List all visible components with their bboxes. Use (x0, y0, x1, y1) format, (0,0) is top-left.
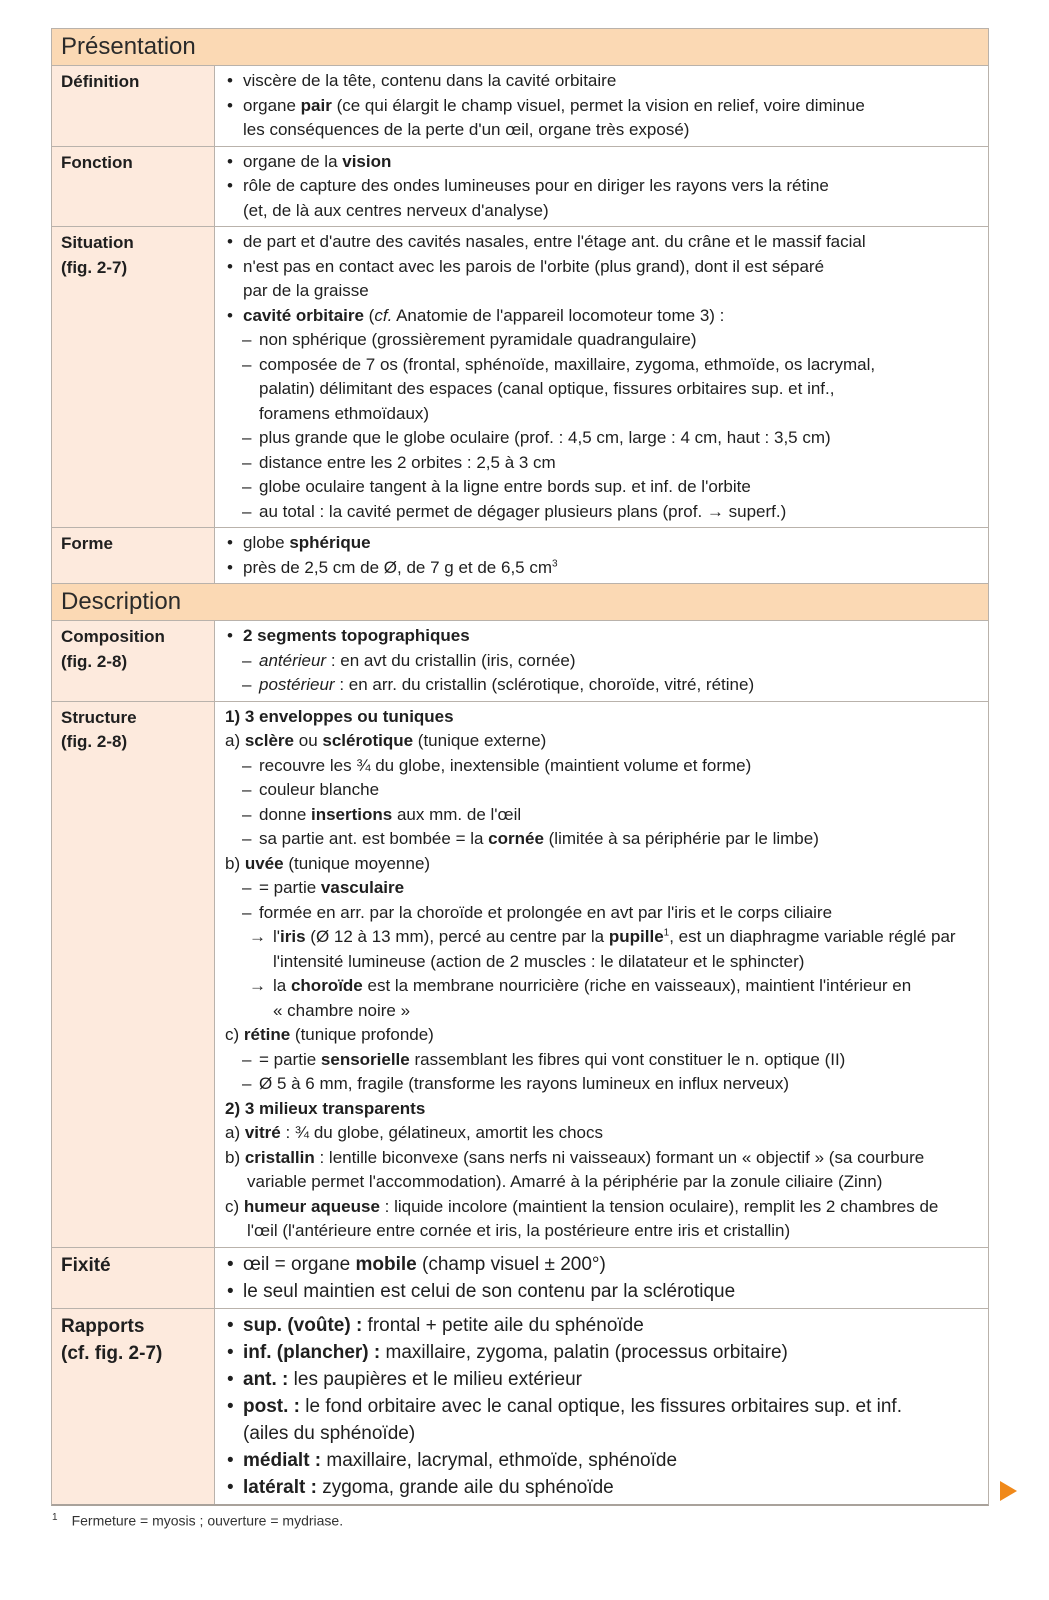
text-run: c) (225, 1196, 244, 1216)
text-run: cristallin (244, 1147, 315, 1167)
content-line (225, 1195, 978, 1220)
text-run: est la membrane nourricière (riche en vaisseaux), maintient l'intérieur en (362, 976, 912, 995)
content-line (225, 1251, 978, 1278)
content-line (225, 1121, 978, 1146)
text-run: vasculaire (320, 878, 405, 897)
content-line (225, 531, 978, 556)
text-run: les conséquences de la perte d'un œil, organe très exposé) (243, 120, 690, 139)
row-label-line: Rapports (61, 1315, 145, 1337)
row-label-line: Composition (61, 627, 165, 646)
content-line (225, 1146, 978, 1171)
content-line (225, 426, 978, 451)
footnote-ref: 3 (552, 557, 558, 569)
content-line (225, 304, 978, 329)
text-run: organe de la (243, 151, 343, 171)
text-run: : en avt du cristallin (iris, cornée) (326, 650, 576, 670)
content-line (225, 475, 978, 500)
row-content (215, 702, 988, 1247)
text-run: Anatomie de l'appareil locomoteur tome 3) : (392, 305, 725, 325)
footnote (52, 1512, 343, 1529)
row-label (52, 66, 215, 146)
text-run: par de la graisse (243, 281, 369, 300)
content-line (225, 999, 978, 1024)
text-run: rassemblant les fibres qui vont constituer le n. optique (II) (409, 1049, 846, 1069)
content-line (225, 1420, 978, 1447)
row-content (215, 227, 988, 527)
text-run: antérieur (259, 650, 327, 670)
text-run: pair (300, 95, 332, 115)
row-label-line: Définition (61, 72, 140, 91)
text-run: ou (294, 731, 323, 750)
text-run: mobile (355, 1253, 417, 1275)
text-run: le seul maintien est celui de son contenu par la sclérotique (243, 1280, 736, 1302)
content-line (225, 852, 978, 877)
content-line (225, 950, 978, 975)
text-run: 2 segments topographiques (243, 626, 470, 645)
content-line (225, 1072, 978, 1097)
text-run: foramens ethmoïdaux) (259, 403, 430, 423)
text-run: iris (280, 927, 306, 946)
content-line (225, 1474, 978, 1501)
content-line (225, 876, 978, 901)
text-run: (limitée à sa périphérie par le limbe) (543, 829, 819, 848)
text-run: rôle de capture des ondes lumineuses pour en diriger les rayons vers la rétine (243, 176, 829, 195)
text-run: au total : la cavité permet de dégager plusieurs plans (prof. → superf.) (259, 501, 787, 521)
text-run: 1) 3 enveloppes ou tuniques (225, 706, 454, 726)
text-run: cf. (374, 305, 393, 325)
table-row (52, 702, 988, 1248)
text-run: pupille (608, 927, 664, 946)
text-run: = partie (259, 1049, 321, 1069)
text-run: ( (363, 305, 375, 325)
text-run: : lentille biconvexe (sans nerfs ni vaisseaux) formant un « objectif » (sa courbure (314, 1147, 925, 1167)
text-run: (ce qui élargit le champ visuel, permet la vision en relief, voire diminue (331, 95, 865, 115)
text-run: couleur blanche (259, 780, 380, 799)
text-run: (champ visuel ± 200°) (416, 1253, 606, 1275)
footnote-text: Fermeture = myosis ; ouverture = mydriase. (71, 1512, 344, 1529)
text-run: latéralt : (243, 1476, 317, 1498)
content-line (225, 705, 978, 730)
content-line (225, 255, 978, 280)
row-content (215, 528, 988, 583)
text-run: insertions (311, 804, 393, 824)
footnote-ref: 1 (663, 927, 670, 939)
text-run: palatin) délimitant des espaces (canal optique, fissures orbitaires sup. et inf., (259, 379, 835, 398)
text-run: (et, de là aux centres nerveux d'analyse) (243, 200, 549, 220)
text-run: b) (225, 853, 245, 873)
text-run: donne (259, 804, 311, 824)
text-run: postérieur (259, 675, 335, 694)
text-run: composée de 7 os (frontal, sphénoïde, maxillaire, zygoma, ethmoïde, os lacrymal, (259, 354, 876, 374)
text-run: « chambre noire » (273, 1000, 411, 1020)
content-line (225, 1447, 978, 1474)
content-line (225, 328, 978, 353)
text-run: choroïde (290, 976, 363, 995)
text-run: : en arr. du cristallin (sclérotique, choroïde, vitré, rétine) (334, 675, 755, 694)
content-line (225, 556, 978, 581)
text-run: c) (225, 1025, 244, 1044)
text-run: plus grande que le globe oculaire (prof. : 4,5 cm, large : 4 cm, haut : 3,5 cm) (259, 428, 831, 447)
text-run: cavité orbitaire (243, 305, 364, 325)
content-line (225, 1097, 978, 1122)
text-run: 2) 3 milieux transparents (225, 1098, 426, 1118)
text-run: distance entre les 2 orbites : 2,5 à 3 cm (259, 452, 556, 472)
row-label (52, 1248, 215, 1308)
row-content (215, 1248, 988, 1308)
row-label (52, 621, 215, 701)
content-line (225, 1023, 978, 1048)
text-run: le fond orbitaire avec le canal optique, les fissures orbitaires sup. et inf. (300, 1395, 902, 1417)
text-run: vitré (244, 1123, 281, 1142)
text-run: n'est pas en contact avec les parois de l'orbite (plus grand), dont il est séparé (243, 256, 825, 276)
section-header: Présentation (52, 29, 988, 66)
text-run: : liquide incolore (maintient la tension oculaire), remplit les 2 chambres de (379, 1196, 939, 1216)
text-run: : ¾ du globe, gélatineux, amortit les chocs (280, 1123, 604, 1142)
text-run: inf. (plancher) : (243, 1341, 381, 1363)
text-run: près de 2,5 cm de Ø, de 7 g et de 6,5 cm (243, 557, 553, 577)
row-label (52, 1309, 215, 1504)
row-content (215, 621, 988, 701)
text-run: (tunique moyenne) (283, 853, 431, 873)
content-line (225, 279, 978, 304)
section-header: Description (52, 584, 988, 621)
row-label-line: (fig. 2-8) (61, 651, 128, 671)
content-line (225, 901, 978, 926)
content-line (225, 974, 978, 999)
text-run: globe oculaire tangent à la ligne entre bords sup. et inf. de l'orbite (259, 477, 751, 496)
row-content (215, 1309, 988, 1504)
row-content (215, 66, 988, 146)
text-run: sphérique (289, 533, 371, 552)
content-line (225, 1219, 978, 1244)
content-line (225, 1366, 978, 1393)
content-line (225, 673, 978, 698)
text-run: l'intensité lumineuse (action de 2 muscles : le dilatateur et le sphincter) (273, 951, 805, 971)
content-line (225, 729, 978, 754)
content-line (225, 754, 978, 779)
content-line (225, 803, 978, 828)
text-run: frontal + petite aile du sphénoïde (362, 1314, 644, 1336)
content-line (225, 94, 978, 119)
text-run: sup. (voûte) : (243, 1314, 363, 1336)
text-run: a) (225, 731, 245, 750)
table-row (52, 66, 988, 147)
content-line (225, 353, 978, 378)
content-line (225, 230, 978, 255)
text-run: l' (273, 927, 281, 946)
content-line (225, 1170, 978, 1195)
content-line (225, 500, 978, 525)
text-run: recouvre les ¾ du globe, inextensible (maintient volume et forme) (259, 755, 752, 775)
text-run: la (273, 976, 291, 995)
table-row (52, 227, 988, 528)
text-run: formée en arr. par la choroïde et prolongée en avt par l'iris et le corps ciliaire (259, 902, 833, 922)
text-run: variable permet l'accommodation). Amarré à la périphérie par la zonule ciliaire (Zinn) (247, 1172, 883, 1191)
content-line (225, 1312, 978, 1339)
text-run: cornée (488, 829, 544, 848)
table-row (52, 147, 988, 228)
table-row (52, 1309, 988, 1504)
text-run: vision (342, 151, 392, 171)
content-line (225, 118, 978, 143)
content-line (225, 925, 978, 950)
text-run: viscère de la tête, contenu dans la cavité orbitaire (243, 71, 617, 90)
table-row (52, 1248, 988, 1309)
text-run: sclère (244, 731, 295, 750)
text-run: sensorielle (320, 1049, 410, 1069)
text-run: uvée (244, 853, 284, 873)
text-run: (Ø 12 à 13 mm), percé au centre par la (305, 927, 609, 946)
text-run: non sphérique (grossièrement pyramidale quadrangulaire) (259, 330, 697, 349)
content-line (225, 1393, 978, 1420)
footnote-mark: 1 (52, 1512, 58, 1523)
text-run: (ailes du sphénoïde) (243, 1422, 416, 1444)
content-line (225, 827, 978, 852)
row-label-line: Fonction (61, 152, 133, 172)
row-label (52, 702, 215, 1247)
content-line (225, 451, 978, 476)
text-run: aux mm. de l'œil (392, 804, 522, 824)
content-line (225, 402, 978, 427)
row-content (215, 147, 988, 227)
text-run: post. : (243, 1395, 300, 1417)
row-label-line: Fixité (61, 1254, 111, 1276)
content-line (225, 199, 978, 224)
text-run: organe (243, 95, 301, 115)
text-run: œil = organe (243, 1253, 356, 1275)
row-label (52, 147, 215, 227)
text-run: globe (243, 533, 290, 552)
text-run: maxillaire, lacrymal, ethmoïde, sphénoïde (321, 1449, 678, 1471)
content-line (225, 377, 978, 402)
text-run: a) (225, 1123, 245, 1142)
text-run: sclérotique (322, 731, 414, 750)
text-run: les paupières et le milieu extérieur (288, 1368, 582, 1390)
text-run: de part et d'autre des cavités nasales, entre l'étage ant. du crâne et le massif facial (243, 232, 866, 251)
content-line (225, 150, 978, 175)
anatomy-table (51, 28, 989, 1506)
text-run: ant. : (243, 1368, 289, 1390)
content-line (225, 778, 978, 803)
text-run: maxillaire, zygoma, palatin (processus orbitaire) (380, 1341, 788, 1363)
row-label-line: Forme (61, 534, 113, 553)
text-run: Ø 5 à 6 mm, fragile (transforme les rayons lumineux en influx nerveux) (259, 1074, 790, 1093)
next-page-triangle-icon[interactable] (1000, 1481, 1017, 1501)
text-run: zygoma, grande aile du sphénoïde (316, 1476, 614, 1498)
text-run: rétine (243, 1025, 291, 1044)
content-line (225, 174, 978, 199)
table-row (52, 621, 988, 702)
text-run: sa partie ant. est bombée = la (259, 829, 489, 848)
row-label (52, 227, 215, 527)
content-line (225, 624, 978, 649)
content-line (225, 1339, 978, 1366)
text-run: médialt : (243, 1449, 322, 1471)
content-line (225, 1278, 978, 1305)
text-run: , est un diaphragme variable réglé par (669, 927, 956, 946)
row-label-line: (fig. 2-8) (61, 732, 128, 751)
text-run: humeur aqueuse (243, 1196, 380, 1216)
text-run: (tunique externe) (413, 731, 547, 750)
row-label-line: (fig. 2-7) (61, 257, 128, 277)
row-label-line: Situation (61, 233, 134, 252)
content-line (225, 1048, 978, 1073)
text-run: (tunique profonde) (290, 1025, 434, 1044)
text-run: l'œil (l'antérieure entre cornée et iris, la postérieure entre iris et cristallin) (247, 1221, 791, 1240)
row-label (52, 528, 215, 583)
text-run: b) (225, 1147, 245, 1167)
content-line (225, 69, 978, 94)
row-label-line: Structure (61, 707, 137, 727)
text-run: = partie (259, 878, 321, 897)
table-row (52, 528, 988, 584)
content-line (225, 649, 978, 674)
row-label-line: (cf. fig. 2-7) (61, 1342, 163, 1364)
